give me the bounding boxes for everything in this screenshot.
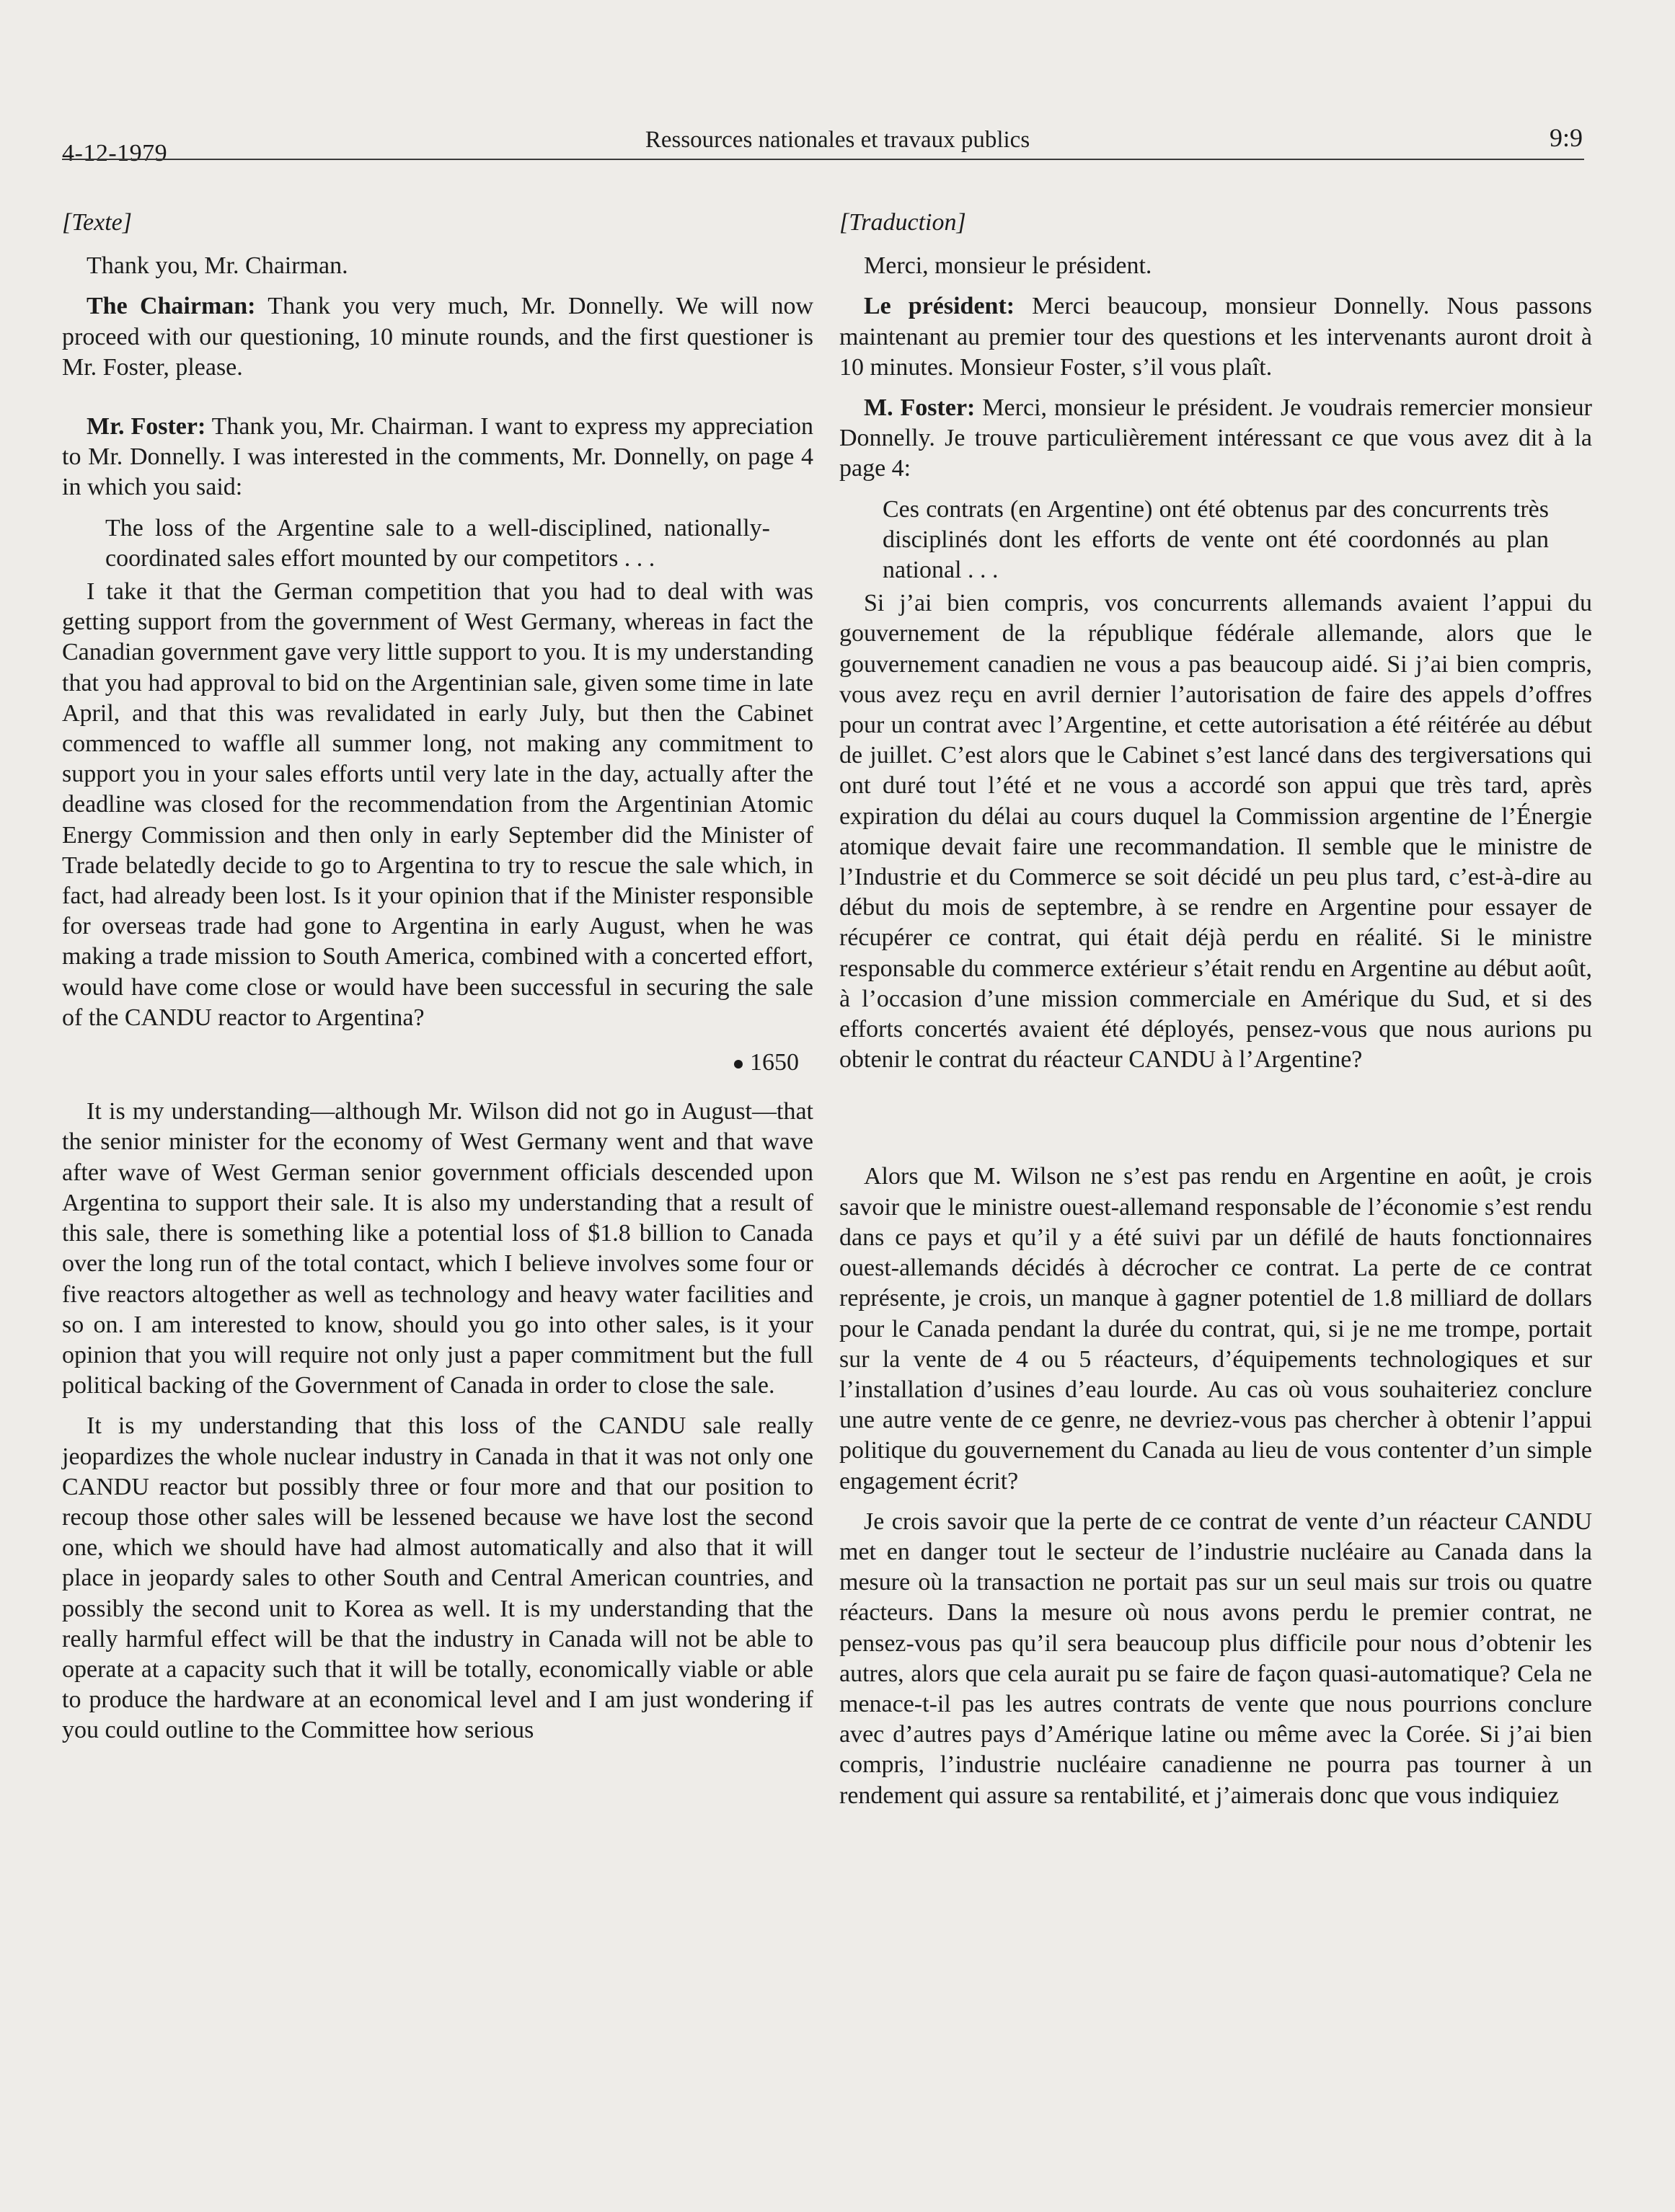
paragraph (839, 393, 1592, 485)
english-column (62, 202, 813, 1756)
column-spacer (839, 1085, 1592, 1162)
paragraph: I take it that the German competition that you had to deal with was getting support from the government of West Germany, whereas in fact the Canadian government gave very little support to you. It is my understanding that you had approval to bid on the Argentinian sale, given some time in late April, and that this was revalidated in early July, but then the Cabinet commenced to waffle all summer long, not making any commitment to support you in your sales efforts until very late in the day, actually after the deadline was closed for the recommendation from the Argentinian Atomic Energy Commission and then only in early September did the Minister of Trade belatedly decide to go to Argentina to try to rescue the sale which, in fact, had already been lost. Is it your opinion that if the Minister responsible for overseas trade had gone to Argentina in early August, when he was making a trade mission to South America, combined with a concerted effort, would have come close or would have been successful in securing the sale of the CANDU reactor to Argentina? (62, 578, 813, 1031)
speaker-name: M. Foster: (864, 394, 976, 422)
header-page-number: 9:9 (1549, 123, 1583, 152)
paragraph: Merci, monsieur le président. (864, 252, 1152, 280)
header-rule (62, 159, 1584, 160)
paragraph (62, 291, 813, 383)
block-quote: The loss of the Argentine sale to a well-disciplined, nationally-coordinated sales effort mounted by our competitors . . . (105, 514, 770, 572)
paragraph (62, 412, 813, 503)
bullet-icon (734, 1060, 743, 1069)
language-tag: [Traduction] (839, 209, 966, 236)
paragraph: It is my understanding that this loss of the CANDU sale really jeopardizes the whole nuclear industry in Canada in that it was not only one CANDU reactor but possibly three or four more and that our position to recoup those other sales will be lessened because we have lost the second one, which we should have had almost automatically and also that it will place in jeopardy sales to other South and Central American countries, and possibly the second unit to Korea as well. It is my understanding that the really harmful effect will be that the industry in Canada will not be able to operate at a capacity such that it will be totally, economically viable or able to produce the hardware at an economical level and I am just wondering if you could outline to the Committee how serious (62, 1412, 813, 1744)
language-tag: [Texte] (62, 209, 132, 236)
header-title: Ressources nationales et travaux publics (645, 127, 1030, 153)
french-column (839, 202, 1592, 1821)
speech-text: Thank you very much, Mr. Donnelly. We will now proceed with our questioning, 10 minute rounds, and the first questioner is Mr. Foster, please. (62, 293, 814, 381)
paragraph: Alors que M. Wilson ne s’est pas rendu en Argentine en août, je crois savoir que le ministre ouest-allemand responsable de l’économie s’est rendu dans ce pays et qu’il y a été suivi par un défilé de hauts fonctionnaires ouest-allemands décidés à décrocher ce contrat. La perte de ce contrat représente, je crois, un manque à gagner potentiel de 1.8 milliard de dollars pour le Canada pendant la durée du contrat, qui, si je ne me trompe, portait sur la vente de 4 ou 5 réacteurs, d’équipements technologiques et sur l’installation d’usines d’eau lourde. Au cas où vous souhaiteriez conclure une autre vente de ce genre, ne devriez-vous pas chercher à obtenir l’appui politique du gouvernement du Canada au lieu de vous contenter d’un simple engagement écrit? (839, 1163, 1592, 1495)
speaker-name: Le président: (864, 293, 1015, 320)
paragraph: Si j’ai bien compris, vos concurrents allemands avaient l’appui du gouvernement de la république fédérale allemande, alors que le gouvernement canadien ne vous a pas beaucoup aidé. Si j’ai bien compris, vous avez reçu en avril dernier l’autorisation de faire des appels d’offres pour un contrat avec l’Argentine, et cette autorisation a été réitérée au début de juillet. C’est alors que le Cabinet s’est lancé dans des tergiversations qui ont duré tout l’été et ne vous a accordé son appui que très tard, après expiration du délai au cours duquel la Commission argentine de l’Énergie atomique devait faire une recommandation. Il semble que le ministre de l’Industrie et du Commerce se soit décidé un peu plus tard, c’est-à-dire au début du mois de septembre, à se rendre en Argentine pour essayer de récupérer ce contrat, qui était déjà perdu en réalité. Si le ministre responsable du commerce extérieur s’était rendu en Argentine au début août, à l’occasion d’une mission commerciale en Amérique du Sud, et si des efforts concertés avaient été déployés, pensez-vous que nous aurions pu obtenir le contrat du réacteur CANDU à l’Argentine? (839, 590, 1592, 1074)
paragraph: Thank you, Mr. Chairman. (87, 252, 348, 280)
time-marker-value: 1650 (750, 1049, 799, 1076)
speaker-name: The Chairman: (87, 293, 256, 320)
header-date: 4-12-1979 (62, 140, 168, 167)
time-marker (62, 1048, 799, 1078)
speech-text: Merci beaucoup, monsieur Donnelly. Nous passons maintenant au premier tour des questions et les intervenants auront droit à 10 minutes. Monsieur Foster, s’il vous plaît. (839, 293, 1593, 381)
speech-text: Thank you, Mr. Chairman. I want to express my appreciation to Mr. Donnelly. I was interested in the comments, Mr. Donnelly, on page 4 in which you said: (62, 413, 813, 501)
paragraph: It is my understanding—although Mr. Wilson did not go in August—that the senior minister for the economy of West Germany went and that wave after wave of West German senior government officials descended upon Argentina to support their sale. It is also my understanding that a result of this sale, there is something like a potential loss of $1.8 billion to Canada over the long run of the total contact, which I believe involves some four or five reactors altogether as well as technology and heavy water facilities and so on. I am interested to know, should you go into other sales, is it your opinion that you will require not only just a paper commitment but the full political backing of the Government of Canada in order to close the sale. (62, 1098, 813, 1399)
speech-text: Merci, monsieur le président. Je voudrais remercier monsieur Donnelly. Je trouve particulièrement intéressant ce que vous avez dit à la page 4: (839, 394, 1593, 482)
block-quote: Ces contrats (en Argentine) ont été obtenus par des concurrents très disciplinés dont les efforts de vente ont été coordonnés au plan national . . . (883, 495, 1549, 584)
paragraph: Je crois savoir que la perte de ce contrat de vente d’un réacteur CANDU met en danger tout le secteur de l’industrie nucléaire au Canada dans la mesure où la transaction ne portait pas sur un seul mais sur trois ou quatre réacteurs. Dans la mesure où nous avons perdu le premier contrat, ne pensez-vous pas qu’il sera beaucoup plus difficile pour nous d’obtenir les autres, alors que cela aurait pu se faire de façon quasi-automatique? Cela ne menace-t-il pas les autres contrats de vente que nous pourrions conclure avec d’autres pays d’Amérique latine ou même avec la Corée. Si j’ai bien compris, l’industrie nucléaire canadienne ne pourra pas tourner à un rendement qui assure sa rentabilité, et j’aimerais donc que vous indiquiez (839, 1508, 1592, 1809)
paragraph (839, 291, 1592, 383)
speaker-name: Mr. Foster: (87, 413, 206, 441)
